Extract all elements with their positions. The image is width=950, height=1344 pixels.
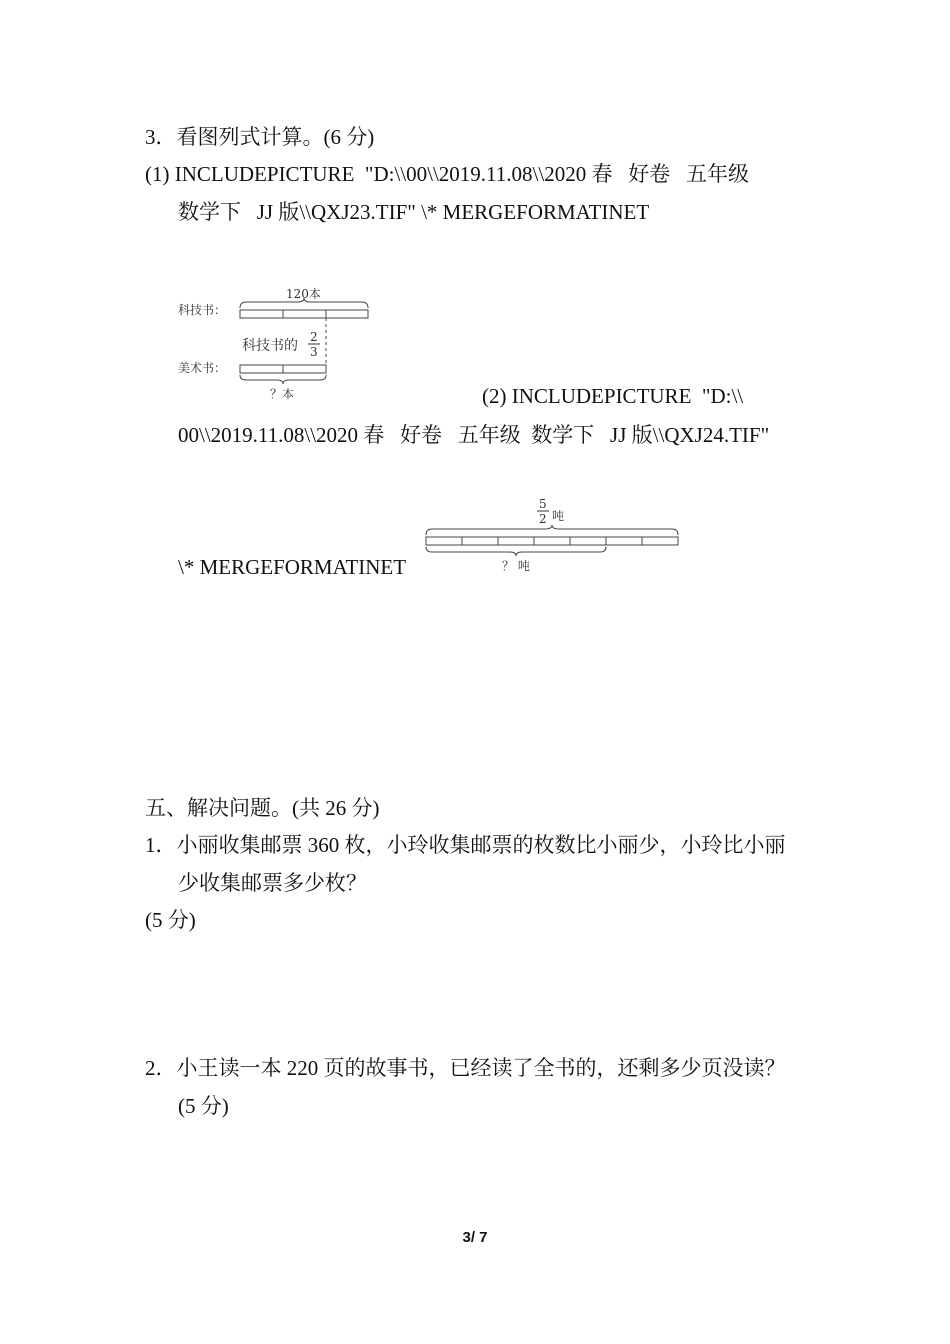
page-number: 3/ 7 <box>462 1229 488 1246</box>
fig2-bar <box>426 537 678 545</box>
fig1-top-brace <box>240 298 368 308</box>
q3-title: 3．看图列式计算。(6 分) <box>145 125 375 149</box>
fig2-fraction-den: 2 <box>539 512 547 526</box>
q3-part2-line1: (2) INCLUDEPICTURE "D:\\ <box>482 384 744 408</box>
q3-part2-line3: \* MERGEFORMATINET <box>178 555 407 579</box>
fig2-fraction-num: 5 <box>539 497 547 511</box>
s5-q1-points: (5 分) <box>145 908 196 932</box>
fig1-fraction-num: 2 <box>310 330 318 344</box>
fig1-unknown-label: ？本 <box>270 387 295 401</box>
s5-q1-line1: 1．小丽收集邮票 360 枚，小玲收集邮票的枚数比小丽少，小玲比小丽 <box>145 833 786 857</box>
fig1-tech-bar <box>240 310 368 318</box>
fig1-art-label: 美术书： <box>178 361 227 375</box>
fig1-fraction-den: 3 <box>310 345 318 359</box>
fig2-unit: 吨 <box>552 509 565 523</box>
fig1-bottom-brace <box>240 375 326 384</box>
q3-part1-line2: 数学下 JJ 版\\QXJ23.TIF" \* MERGEFORMATINET <box>178 200 650 224</box>
s5-q1-line2: 少收集邮票多少枚？ <box>178 871 367 895</box>
section5-title: 五、解决问题。(共 26 分) <box>145 796 380 820</box>
fig1-total-label: 120本 <box>286 287 321 301</box>
fig2-bottom-brace <box>426 547 606 556</box>
q3-part2-line2: 00\\2019.11.08\\2020 春 好卷 五年级 数学下 JJ 版\\QXJ24.TIF" <box>178 423 770 447</box>
s5-q2-line1: 2．小王读一本 220 页的故事书，已经读了全书的，还剩多少页没读？ <box>145 1056 786 1080</box>
s5-q2-points: (5 分) <box>178 1094 229 1118</box>
figure-2-bar-model <box>420 495 690 580</box>
fig1-fraction-prefix: 科技书的 <box>242 338 298 354</box>
fig2-unknown-label: ？ 吨 <box>502 559 530 573</box>
figure-1-bar-model <box>170 280 390 410</box>
fig1-tech-label: 科技书： <box>178 303 227 317</box>
q3-part1-line1: (1) INCLUDEPICTURE "D:\\00\\2019.11.08\\2020 春 好卷 五年级 <box>145 162 749 186</box>
fig2-top-brace <box>426 525 678 535</box>
